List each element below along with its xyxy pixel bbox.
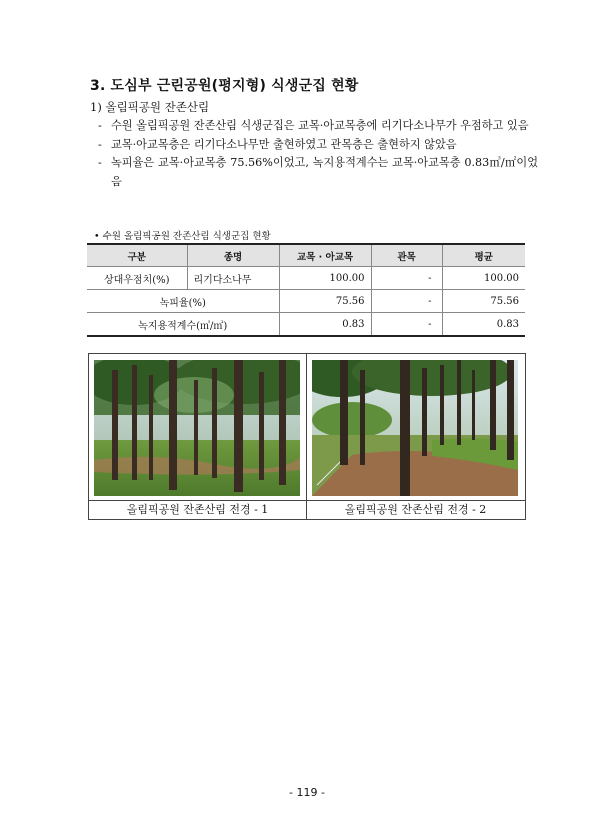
forest-photo-2 <box>312 360 518 496</box>
bullet-text: 녹피율은 교목·아교목층 75.56%이었고, 녹지용적계수는 교목·아교목층 0.83㎥/㎡이었음 <box>111 156 538 188</box>
header-tree-layer: 교목 · 아교목 <box>279 244 371 267</box>
header-shrub-layer: 관목 <box>371 244 442 267</box>
bullet-item <box>98 154 538 191</box>
cell-tree: 100.00 <box>279 267 371 290</box>
photo-cell <box>307 354 524 500</box>
forest-photo-1 <box>94 360 300 496</box>
photo-row <box>89 354 525 501</box>
subsection-title: 1) 올림픽공원 잔존산림 <box>90 100 210 114</box>
bullet-dash: - <box>98 119 102 132</box>
cell-shrub: - <box>371 313 442 337</box>
vegetation-table <box>87 243 525 337</box>
header-category: 구분 <box>87 244 187 267</box>
table-caption: • 수원 올림픽공원 잔존산림 식생군집 현황 <box>94 231 271 242</box>
row-species: 리기다소나무 <box>187 267 279 290</box>
row-label: 상대우점치(%) <box>87 267 187 290</box>
row-label: 녹지용적계수(㎥/㎡) <box>87 313 279 337</box>
photo-caption: 올림픽공원 잔존산림 전경 - 1 <box>89 501 307 519</box>
bullet-text: 수원 올림픽공원 잔존산림 식생군집은 교목·아교목층에 리기다소나무가 우점하고 있음 <box>111 119 529 132</box>
bullet-item <box>98 117 538 136</box>
bullet-list <box>98 117 538 191</box>
table-row <box>87 267 525 290</box>
photo-caption: 올림픽공원 잔존산림 전경 - 2 <box>344 503 487 516</box>
table-row <box>87 290 525 313</box>
table-header-row <box>87 244 525 267</box>
row-label: 녹피율(%) <box>87 290 279 313</box>
page-number: - 119 - <box>289 786 325 799</box>
cell-average: 0.83 <box>442 313 525 337</box>
photo-panel <box>88 353 526 520</box>
bullet-text: 교목·아교목층은 리기다소나무만 출현하였고 관목층은 출현하지 않았음 <box>111 137 457 151</box>
bullet-dash: - <box>98 156 102 169</box>
cell-tree: 75.56 <box>279 290 371 313</box>
caption-row <box>89 501 525 519</box>
section-title: 3. 도심부 근린공원(평지형) 식생군집 현황 <box>90 78 359 94</box>
photo-cell <box>89 354 307 500</box>
cell-shrub: - <box>371 267 442 290</box>
cell-average: 75.56 <box>442 290 525 313</box>
table-row <box>87 313 525 337</box>
bullet-item <box>98 136 538 155</box>
cell-tree: 0.83 <box>279 313 371 337</box>
header-species: 종명 <box>187 244 279 267</box>
cell-shrub: - <box>371 290 442 313</box>
cell-average: 100.00 <box>442 267 525 290</box>
bullet-dash: - <box>98 137 102 151</box>
header-average: 평균 <box>442 244 525 267</box>
